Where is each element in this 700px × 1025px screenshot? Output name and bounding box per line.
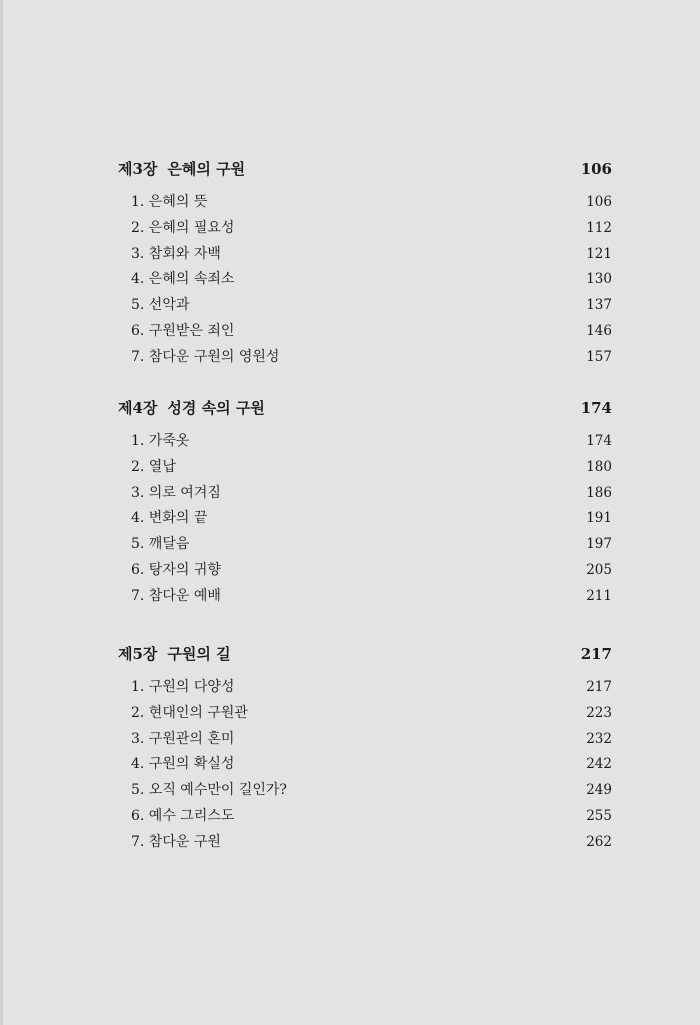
chapter-number: 제3장 [118,160,158,178]
entry-label: 3. 참회와 자백 [131,245,221,262]
toc-entry[interactable] [131,584,612,610]
entry-page: 249 [586,782,612,799]
toc-entry[interactable] [131,190,612,216]
entry-page: 112 [586,219,612,236]
toc-entry[interactable] [131,429,612,455]
entry-label: 4. 구원의 확실성 [131,756,235,773]
entry-page: 217 [586,679,612,695]
chapter-title-group [118,396,265,420]
entry-label: 2. 열납 [131,458,176,475]
entry-page: 186 [586,484,612,501]
entry-page: 223 [586,704,612,721]
entry-page: 121 [586,245,612,262]
chapter-number: 제5장 [118,645,158,663]
entry-label: 7. 참다운 구원 [131,833,221,850]
toc-entry[interactable] [131,455,612,481]
chapter-entries [118,190,612,371]
chapter-title: 은혜의 구원 [167,160,246,178]
chapter-title: 성경 속의 구원 [167,399,265,417]
toc-entry[interactable] [131,778,612,804]
entry-label: 7. 참다운 구원의 영원성 [131,348,280,365]
chapter-page: 174 [580,399,612,417]
toc-entry[interactable] [131,701,612,727]
entry-page: 106 [586,194,612,210]
entry-label: 2. 현대인의 구원관 [131,704,248,721]
entry-page: 197 [586,536,612,553]
entry-label: 5. 오직 예수만이 길인가? [131,782,287,799]
toc-entry[interactable] [131,675,612,701]
toc-entry[interactable] [131,216,612,242]
entry-label: 2. 은혜의 필요성 [131,219,235,236]
entry-page: 180 [586,458,612,475]
entry-page: 232 [586,730,612,747]
entry-page: 255 [586,807,612,824]
entry-page: 130 [586,271,612,288]
chapter-number: 제4장 [118,399,158,417]
chapter-5 [118,642,612,856]
entry-label: 1. 가죽옷 [131,433,190,449]
entry-page: 157 [586,348,612,365]
entry-label: 5. 선악과 [131,297,190,314]
toc-entry[interactable] [131,242,612,268]
toc-entry[interactable] [131,481,612,507]
entry-label: 3. 의로 여겨짐 [131,484,221,501]
toc-entry[interactable] [131,752,612,778]
entry-label: 6. 예수 그리스도 [131,807,235,824]
page-edge [0,0,3,1025]
toc-entry[interactable] [131,727,612,753]
entry-page: 205 [586,561,612,578]
toc-entry[interactable] [131,267,612,293]
entry-label: 1. 은혜의 뜻 [131,194,208,210]
chapter-heading[interactable] [118,396,612,420]
entry-page: 174 [586,433,612,449]
chapter-title: 구원의 길 [167,645,231,663]
chapter-heading[interactable] [118,642,612,666]
entry-page: 137 [586,297,612,314]
entry-page: 146 [586,322,612,339]
entry-page: 211 [586,587,612,604]
entry-label: 6. 탕자의 귀향 [131,561,221,578]
entry-label: 7. 참다운 예배 [131,587,221,604]
chapter-page: 106 [580,160,612,178]
toc-entry[interactable] [131,506,612,532]
entry-label: 4. 은혜의 속죄소 [131,271,235,288]
chapter-title-group [118,157,245,181]
chapter-entries [118,429,612,610]
chapter-heading[interactable] [118,157,612,181]
chapter-page: 217 [580,645,612,663]
chapter-title-group [118,642,231,666]
entry-page: 242 [586,756,612,773]
toc-entry[interactable] [131,804,612,830]
chapter-entries [118,675,612,856]
entry-label: 6. 구원받은 죄인 [131,322,235,339]
entry-page: 191 [586,510,612,527]
entry-label: 1. 구원의 다양성 [131,679,235,695]
entry-label: 3. 구원관의 혼미 [131,730,235,747]
toc-entry[interactable] [131,319,612,345]
chapter-3 [118,157,612,371]
toc-entry[interactable] [131,558,612,584]
toc-entry[interactable] [131,293,612,319]
entry-page: 262 [586,833,612,850]
toc-entry[interactable] [131,345,612,371]
chapter-4 [118,396,612,610]
toc-entry[interactable] [131,830,612,856]
toc-entry[interactable] [131,532,612,558]
entry-label: 5. 깨달음 [131,536,190,553]
entry-label: 4. 변화의 끝 [131,510,208,527]
